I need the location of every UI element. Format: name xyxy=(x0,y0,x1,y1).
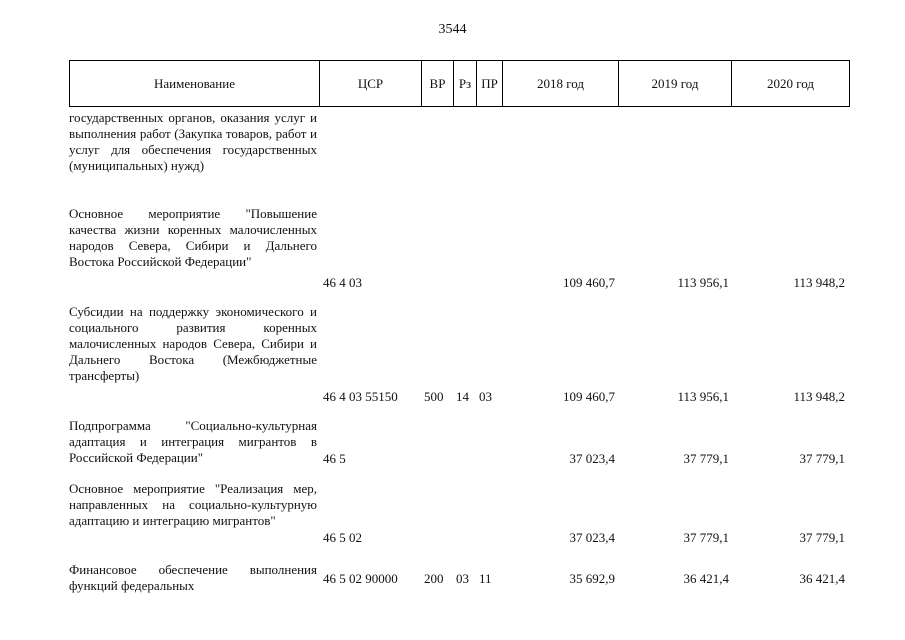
row-2019: 113 956,1 xyxy=(677,389,729,404)
header-vr: ВР xyxy=(422,61,454,106)
header-2019: 2019 год xyxy=(619,61,732,106)
header-name: Наименование xyxy=(70,61,320,106)
header-rz: Рз xyxy=(454,61,477,106)
row-name: Подпрограмма "Социально-культурная адаптация и интеграция мигрантов в Российской Федерации" xyxy=(69,418,317,465)
row-2020: 36 421,4 xyxy=(799,571,845,586)
table-row xyxy=(69,110,850,196)
row-name: Основное мероприятие "Реализация мер, направленных на социально-культурную адаптацию и интеграцию мигрантов" xyxy=(69,481,317,528)
table-row xyxy=(69,481,850,547)
row-2018: 37 023,4 xyxy=(569,530,615,545)
row-2019: 37 779,1 xyxy=(683,530,729,545)
row-name: государственных органов, оказания услуг и выполнения работ (Закупка товаров, работ и услуг для обеспечения государственных (муниципальных) нужд) xyxy=(69,110,317,173)
header-csr: ЦСР xyxy=(320,61,422,106)
row-2018: 109 460,7 xyxy=(563,389,615,404)
row-vr: 500 xyxy=(424,389,444,404)
table-row xyxy=(69,562,850,596)
row-csr: 46 5 02 90000 xyxy=(323,571,398,586)
row-csr: 46 4 03 55150 xyxy=(323,389,398,404)
row-name: Основное мероприятие "Повышение качества жизни коренных малочисленных народов Севера, Сибири и Дальнего Востока Российской Федерации" xyxy=(69,206,317,269)
row-2018: 37 023,4 xyxy=(569,451,615,466)
header-2020: 2020 год xyxy=(767,75,814,91)
row-2019: 113 956,1 xyxy=(677,275,729,290)
row-2020: 113 948,2 xyxy=(793,275,845,290)
header-2018: 2018 год xyxy=(503,61,619,106)
row-csr: 46 4 03 xyxy=(323,275,362,290)
row-csr: 46 5 02 xyxy=(323,530,362,545)
row-name: Субсидии на поддержку экономического и социального развития коренных малочисленных народов Севера, Сибири и Дальнего Востока (Межбюджетные трансферты) xyxy=(69,304,317,383)
page-number: 3544 xyxy=(438,22,467,37)
table-row xyxy=(69,418,850,468)
row-2019: 37 779,1 xyxy=(683,451,729,466)
table-row xyxy=(69,304,850,406)
table-row xyxy=(69,206,850,292)
row-pr: 11 xyxy=(479,571,492,586)
row-2018: 35 692,9 xyxy=(569,571,615,586)
row-pr: 03 xyxy=(479,389,492,404)
row-2020: 37 779,1 xyxy=(799,530,845,545)
row-2020: 37 779,1 xyxy=(799,451,845,466)
table-header xyxy=(69,60,850,107)
row-2020: 113 948,2 xyxy=(793,389,845,404)
header-pr: ПР xyxy=(477,61,503,106)
row-rz: 03 xyxy=(456,571,469,586)
row-name: Финансовое обеспечение выполнения функций федеральных xyxy=(69,562,317,593)
row-rz: 14 xyxy=(456,389,469,404)
row-vr: 200 xyxy=(424,571,444,586)
row-2018: 109 460,7 xyxy=(563,275,615,290)
row-csr: 46 5 xyxy=(323,451,346,466)
row-2019: 36 421,4 xyxy=(683,571,729,586)
